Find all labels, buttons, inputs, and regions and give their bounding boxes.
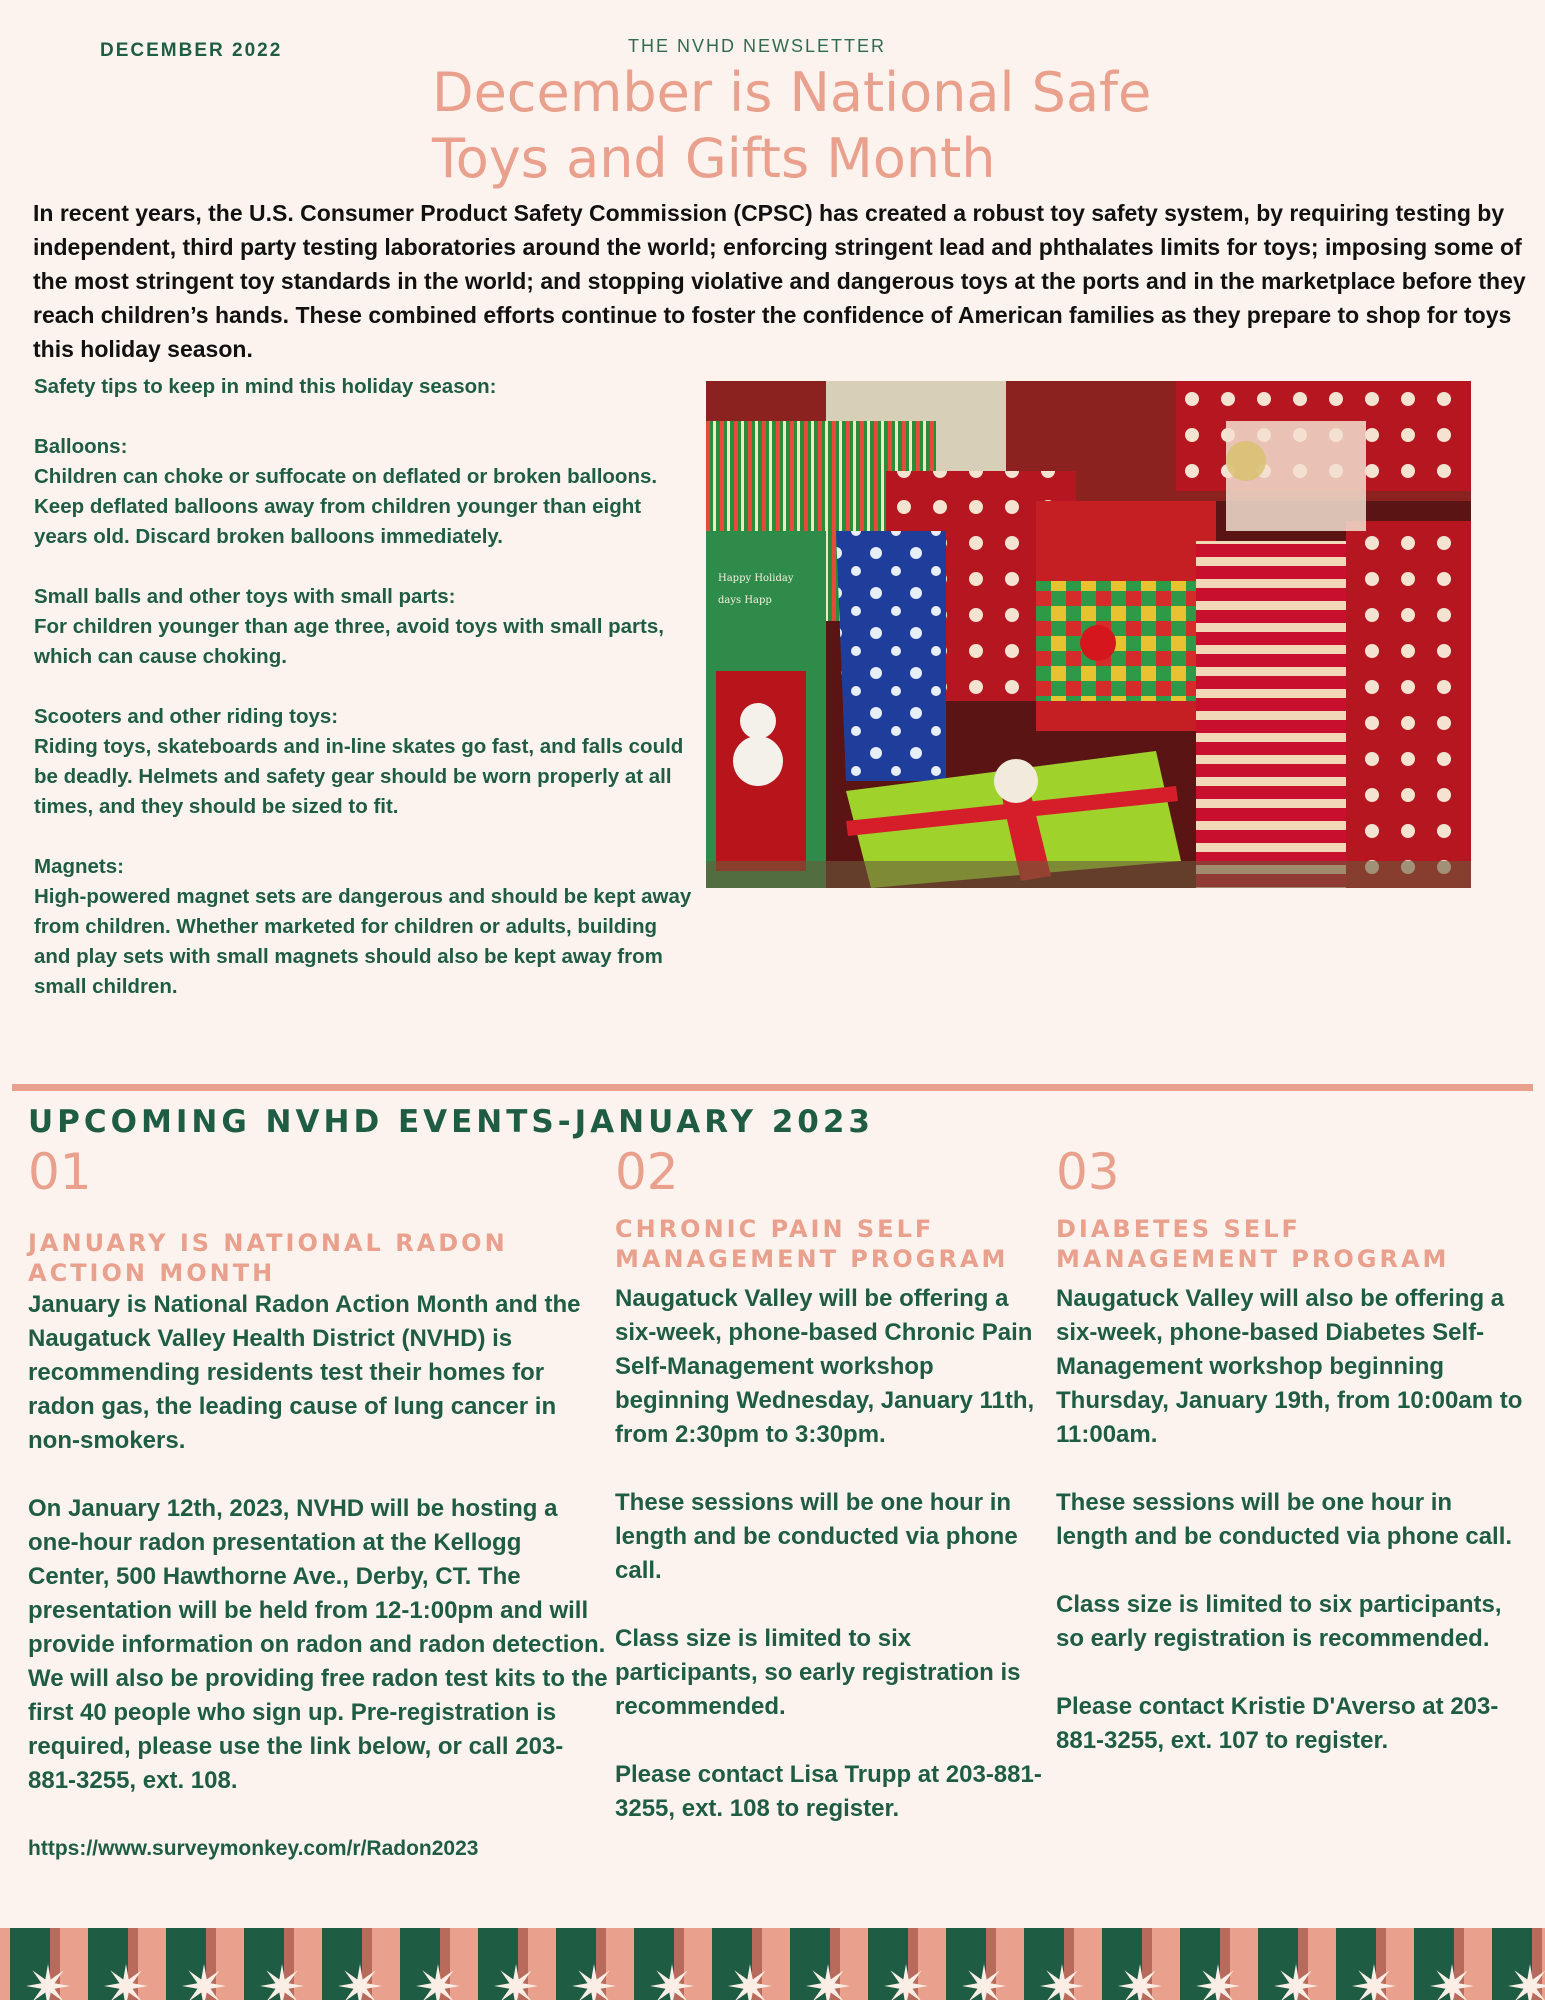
tip-title: Scooters and other riding toys: bbox=[34, 705, 339, 728]
section-divider bbox=[12, 1084, 1533, 1091]
issue-date: DECEMBER 2022 bbox=[100, 40, 283, 61]
holiday-gifts-photo bbox=[706, 381, 1471, 888]
tip-text: High-powered magnet sets are dangerous and should be kept away from children. Whether marketed for children or adults, building and play sets with small magnets should also be kept away from small children. bbox=[34, 885, 692, 998]
event-column bbox=[28, 1136, 608, 1866]
event-title: JANUARY IS NATIONAL RADON ACTION MONTH bbox=[28, 1229, 508, 1287]
intro-paragraph: In recent years, the U.S. Consumer Product Safety Commission (CPSC) has created a robust toy safety system, by requiring testing by independent, third party testing laboratories around the world; enforcing stringent lead and phthalates limits for toys; imposing some of the most stringent toy standards in the world; and stopping violative and dangerous toys at the ports and in the marketplace before they reach children’s hands. These combined efforts continue to foster the confidence of American families as they prepare to shop for toys this holiday season. bbox=[33, 200, 1526, 362]
tip-title: Magnets: bbox=[34, 855, 124, 878]
tips-heading: Safety tips to keep in mind this holiday season: bbox=[34, 375, 497, 398]
event-paragraph: These sessions will be one hour in length and be conducted via phone call. bbox=[615, 1489, 1018, 1584]
event-number: 01 bbox=[28, 1143, 92, 1201]
tip-item bbox=[34, 702, 694, 822]
event-body bbox=[615, 1282, 1055, 1826]
event-body bbox=[1056, 1282, 1526, 1758]
tip-text: For children younger than age three, avoid toys with small parts, which can cause choking. bbox=[34, 615, 664, 668]
radon-signup-link[interactable]: https://www.surveymonkey.com/r/Radon2023 bbox=[28, 1837, 479, 1860]
tip-title: Small balls and other toys with small parts: bbox=[34, 585, 456, 608]
event-column bbox=[1056, 1136, 1526, 1792]
event-title: DIABETES SELF MANAGEMENT PROGRAM bbox=[1056, 1215, 1450, 1273]
title-line-2: Toys and Gifts Month bbox=[432, 127, 996, 190]
event-paragraph: Please contact Lisa Trupp at 203-881-3255, ext. 108 to register. bbox=[615, 1761, 1042, 1822]
newsletter-kicker: THE NVHD NEWSLETTER bbox=[628, 36, 887, 56]
tip-item bbox=[34, 582, 694, 672]
event-title: CHRONIC PAIN SELF MANAGEMENT PROGRAM bbox=[615, 1215, 1009, 1273]
events-heading: UPCOMING NVHD EVENTS-JANUARY 2023 bbox=[28, 1104, 874, 1140]
decorative-footer-band bbox=[0, 1928, 1545, 2000]
page-title bbox=[432, 60, 1192, 192]
event-paragraph: These sessions will be one hour in length and be conducted via phone call. bbox=[1056, 1489, 1513, 1550]
event-paragraph: On January 12th, 2023, NVHD will be hosting a one-hour radon presentation at the Kellogg Center, 500 Hawthorne Ave., Derby, CT. The presentation will be held from 12-1:00pm and will provide information on radon and radon detection. We will also be providing free radon test kits to the first 40 people who sign up. Pre-registration is required, please use the link below, or call 203-881-3255, ext. 108. bbox=[28, 1495, 608, 1794]
event-paragraph: Please contact Kristie D'Averso at 203-881-3255, ext. 107 to register. bbox=[1056, 1693, 1499, 1754]
event-paragraph: Class size is limited to six participants, so early registration is recommended. bbox=[615, 1625, 1021, 1720]
tip-item bbox=[34, 432, 694, 552]
event-paragraph: Naugatuck Valley will also be offering a six-week, phone-based Diabetes Self-Management workshop beginning Thursday, January 19th, from 10:00am to 11:00am. bbox=[1056, 1285, 1523, 1448]
card-text-2: days Happ bbox=[718, 595, 772, 606]
event-column bbox=[615, 1136, 1055, 1860]
event-paragraph: Class size is limited to six participants, so early registration is recommended. bbox=[1056, 1591, 1502, 1652]
safety-tips bbox=[34, 372, 694, 1032]
title-line-1: December is National Safe bbox=[432, 61, 1152, 124]
tip-title: Balloons: bbox=[34, 435, 128, 458]
tip-text: Riding toys, skateboards and in-line skates go fast, and falls could be deadly. Helmets and safety gear should be worn properly at all times, and they should be sized to fit. bbox=[34, 735, 684, 818]
event-paragraph: January is National Radon Action Month and the Naugatuck Valley Health District (NVHD) is recommending residents test their homes for radon gas, the leading cause of lung cancer in non-smokers. bbox=[28, 1291, 581, 1454]
event-body bbox=[28, 1288, 608, 1866]
tip-item bbox=[34, 852, 694, 1002]
event-paragraph: Naugatuck Valley will be offering a six-week, phone-based Chronic Pain Self-Management workshop beginning Wednesday, January 11th, from 2:30pm to 3:30pm. bbox=[615, 1285, 1035, 1448]
tip-text: Children can choke or suffocate on deflated or broken balloons. Keep deflated balloons away from children younger than eight years old. Discard broken balloons immediately. bbox=[34, 465, 658, 548]
event-number: 02 bbox=[615, 1143, 679, 1201]
card-text-1: Happy Holiday bbox=[718, 573, 794, 584]
event-number: 03 bbox=[1056, 1143, 1120, 1201]
